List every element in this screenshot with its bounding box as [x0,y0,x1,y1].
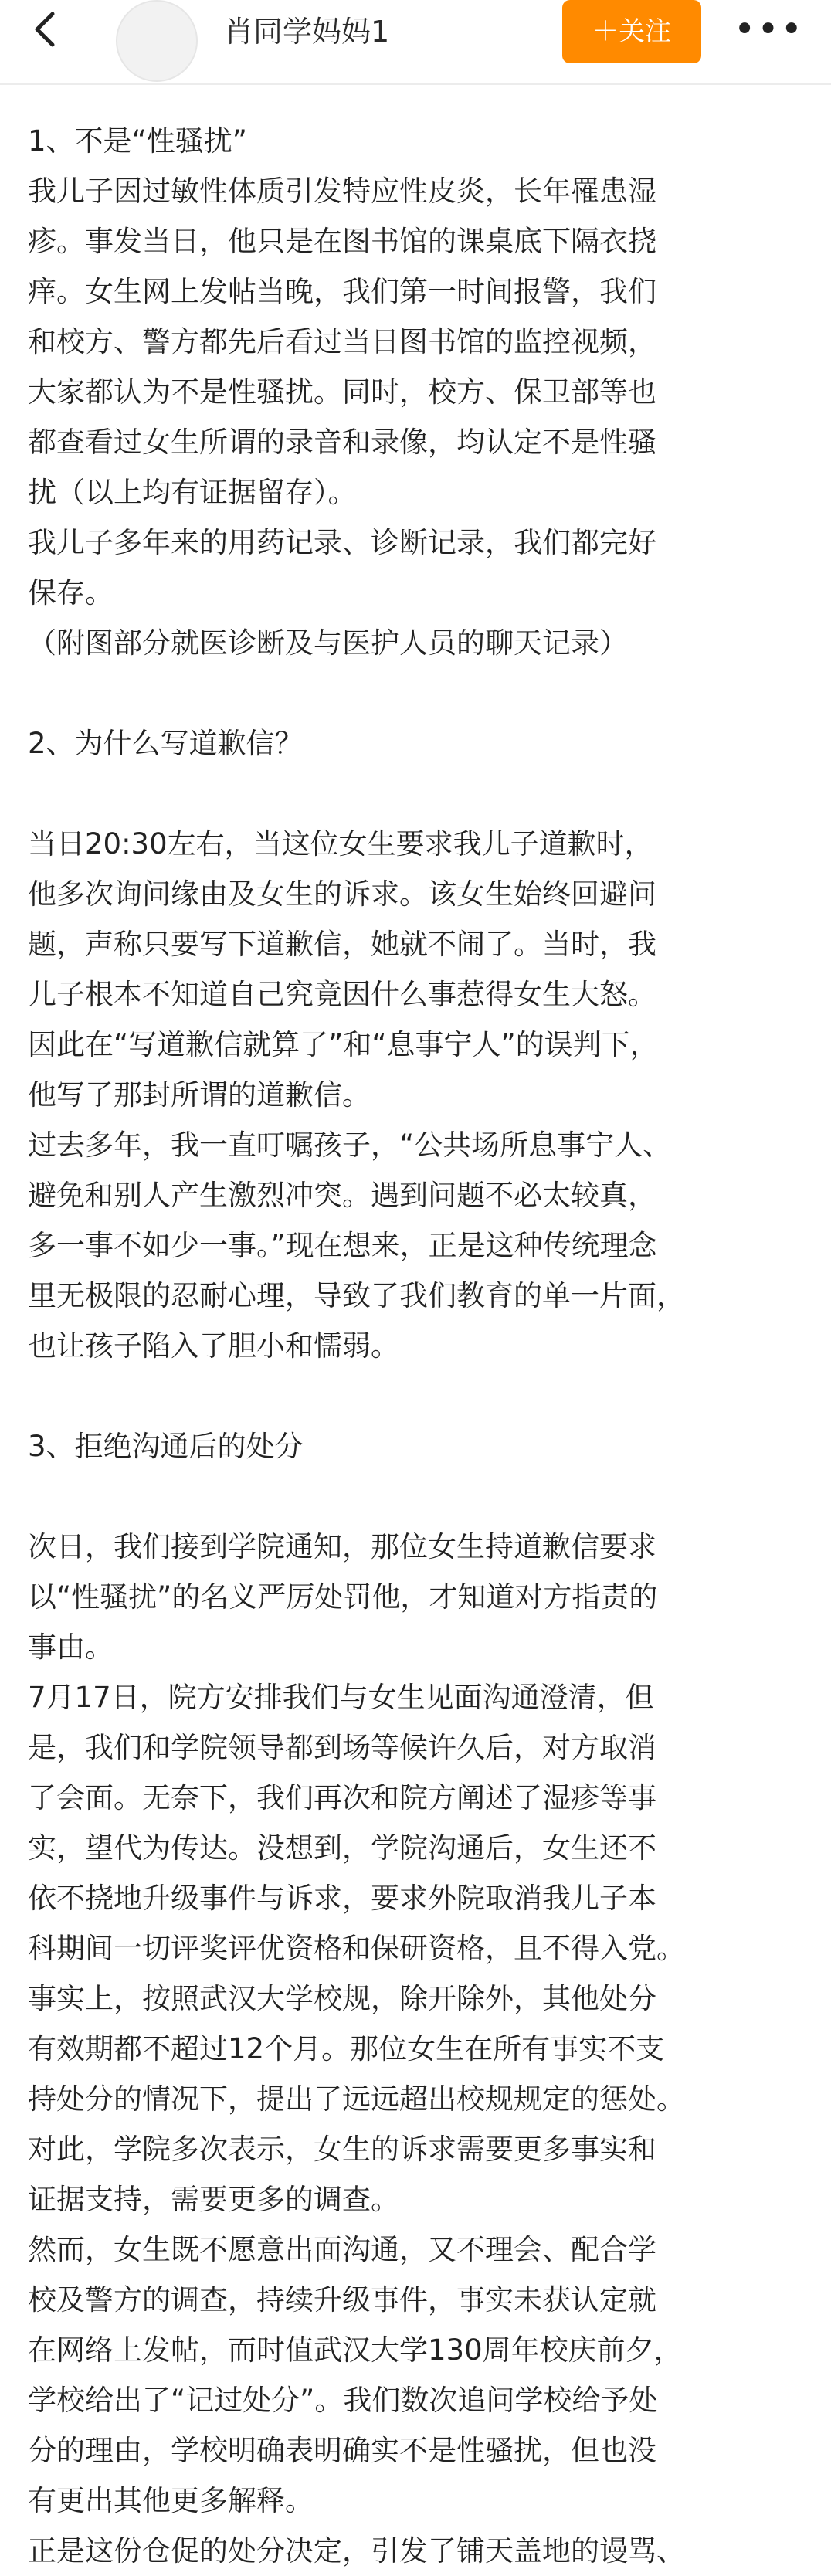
post-line: 儿子根本不知道自己究竟因什么事惹得女生大怒。 [28,978,656,1011]
post-line: 疹。事发当日，他只是在图书馆的课桌底下隔衣挠 [28,225,656,258]
post-line: 因此在“写道歉信就算了”和“息事宁人”的误判下， [28,1028,659,1061]
post-line: 了会面。无奈下，我们再次和院方阐述了湿疹等事 [28,1781,656,1814]
post-line: 正是这份仓促的处分决定，引发了铺天盖地的谩骂、 [28,2534,685,2568]
post-line: 对此，学院多次表示，女生的诉求需要更多事实和 [28,2133,656,2166]
username[interactable]: 肖同学妈妈1 [224,15,390,49]
post-line: 都查看过女生所谓的录音和录像，均认定不是性骚 [28,426,656,459]
follow-button[interactable]: ＋关注 [562,0,701,63]
post-line: 是，我们和学院领导都到场等候许久后，对方取消 [28,1731,656,1764]
post-line: 持处分的情况下，提出了远远超出校规规定的惩处。 [28,2082,685,2116]
post-line: 证据支持，需要更多的调查。 [28,2183,399,2216]
post-line: 分的理由，学校明确表明确实不是性骚扰，但也没 [28,2434,656,2467]
post-line: 当日20:30左右，当这位女生要求我儿子道歉时， [28,827,653,860]
post-line: 有效期都不超过12个月。那位女生在所有事实不支 [28,2032,665,2065]
post-line: 他写了那封所谓的道歉信。 [28,1078,371,1112]
post-line: 痒。女生网上发帖当晚，我们第一时间报警，我们 [28,275,656,308]
post-content [28,116,812,2576]
post-line: 3、拒绝沟通后的处分 [28,1430,304,1463]
post-line: 也让孩子陷入了胆小和懦弱。 [28,1329,399,1363]
blank-line [28,668,812,718]
post-line: 科期间一切评奖评优资格和保研资格，且不得入党。 [28,1932,685,1965]
post-line: 学校给出了“记过处分”。我们数次追问学校给予处 [28,2384,658,2417]
blank-line [28,1371,812,1421]
post-line: 次日，我们接到学院通知，那位女生持道歉信要求 [28,1530,656,1563]
post-line: 过去多年，我一直叮嘱孩子，“公共场所息事宁人、 [28,1128,672,1162]
post-line: 和校方、警方都先后看过当日图书馆的监控视频， [28,325,656,358]
avatar[interactable] [116,0,198,82]
blank-line [28,769,812,819]
post-line: 事实上，按照武汉大学校规，除开除外，其他处分 [28,1982,656,2015]
post-line: 依不挠地升级事件与诉求，要求外院取消我儿子本 [28,1882,656,1915]
post-line: 多一事不如少一事。”现在想来，正是这种传统理念 [28,1229,657,1262]
post-line: 在网络上发帖，而时值武汉大学130周年校庆前夕， [28,2333,683,2367]
post-line: 我儿子多年来的用药记录、诊断记录，我们都完好 [28,526,656,559]
post-line: 以“性骚扰”的名义严厉处罚他，才知道对方指责的 [28,1580,658,1614]
post-line: 扰（以上均有证据留存）。 [28,476,357,509]
blank-line [28,1471,812,1522]
post-line: 大家都认为不是性骚扰。同时，校方、保卫部等也 [28,375,656,409]
post-line: 避免和别人产生激烈冲突。遇到问题不必太较真， [28,1179,656,1212]
more-icon[interactable]: ••• [734,8,804,51]
post-line: 1、不是“性骚扰” [28,124,247,158]
post-line: 实，望代为传达。没想到，学院沟通后，女生还不 [28,1831,656,1865]
top-bar [0,0,831,85]
post-line: （附图部分就医诊断及与医护人员的聊天记录） [28,626,628,660]
post-line: 7月17日，院方安排我们与女生见面沟通澄清，但 [28,1681,654,1714]
post-line: 2、为什么写道歉信？ [28,727,304,760]
post-line: 然而，女生既不愿意出面沟通，又不理会、配合学 [28,2233,656,2266]
chevron-left-icon[interactable] [25,8,68,51]
post-line: 他多次询问缘由及女生的诉求。该女生始终回避问 [28,877,656,911]
post-line: 题，声称只要写下道歉信，她就不闹了。当时，我 [28,928,656,961]
post-line: 保存。 [28,576,114,609]
post-line: 里无极限的忍耐心理，导致了我们教育的单一片面， [28,1279,685,1312]
post-line: 有更出其他更多解释。 [28,2484,314,2517]
post-line: 校及警方的调查，持续升级事件，事实未获认定就 [28,2283,656,2316]
post-line: 我儿子因过敏性体质引发特应性皮炎，长年罹患湿 [28,175,656,208]
post-line: 事由。 [28,1631,114,1664]
